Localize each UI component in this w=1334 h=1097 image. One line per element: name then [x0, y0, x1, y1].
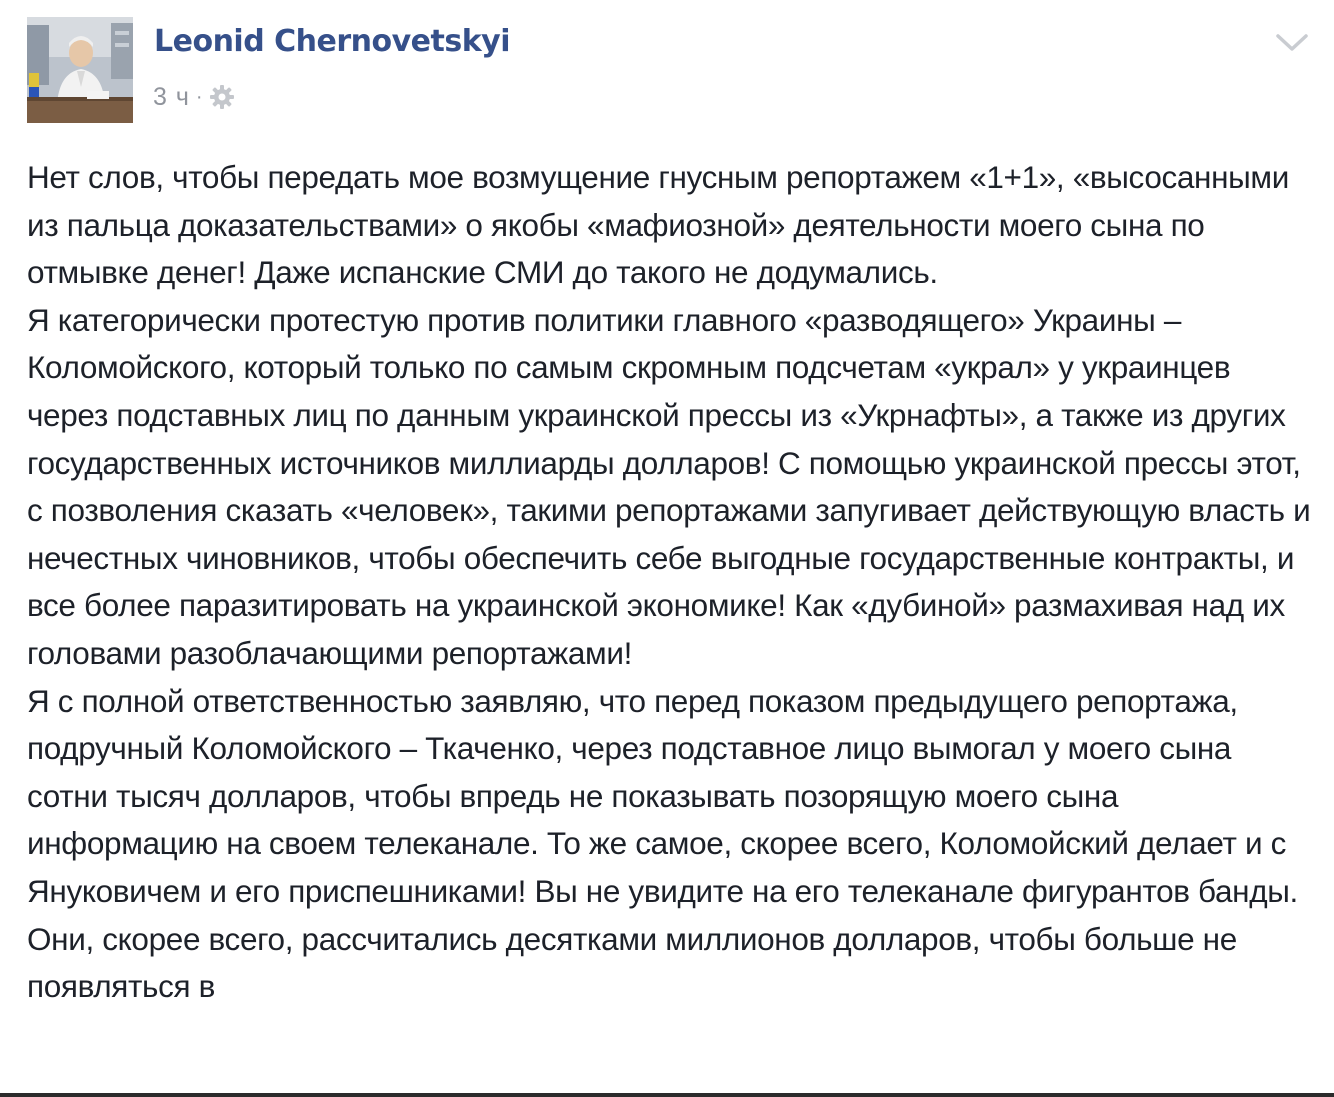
post-paragraph: Я с полной ответственностью заявляю, что перед показом предыдущего репортажа, подручный Коломойского – Ткаченко, через подставное лицо вымогал у моего сына сотни тысяч долларов, чтобы впредь не показывать позорящую моего сына информацию на своем телеканале. То же самое, скорее всего, Коломойский делает и с Януковичем и его приспешниками! Вы не увидите на его телеканале фигурантов банды. Они, скорее всего, рассчитались десятками миллионов долларов, чтобы больше не появляться в [27, 682, 1298, 1005]
post-timestamp[interactable]: 3 ч [153, 82, 190, 111]
post-paragraph: Нет слов, чтобы передать мое возмущение гнусным репортажем «1+1», «высосанными из пальца доказательствами» о якобы «мафиозной» деятельности моего сына по отмывке денег! Даже испанские СМИ до такого не додумались. [27, 159, 1289, 291]
post-body [27, 154, 1317, 1011]
chevron-down-icon[interactable] [1272, 28, 1312, 56]
author-name[interactable]: Leonid Chernovetskyi [154, 24, 511, 59]
gear-icon[interactable] [208, 83, 236, 111]
avatar[interactable] [27, 17, 133, 123]
profile-photo [27, 17, 133, 123]
meta-separator: · [195, 85, 203, 108]
bottom-divider [0, 1093, 1334, 1097]
post-paragraph: Я категорически протестую против политики главного «разводящего» Украины – Коломойского, который только по самым скромным подсчетам «украл» у украинцев через подставных лиц по данным украинской прессы из «Укрнафты», а также из других государственных источников миллиарды долларов! С помощью украинской прессы этот, с позволения сказать «человек», такими репортажами запугивает действующую власть и нечестных чиновников, чтобы обеспечить себе выгодные государственные контракты, и все более паразитировать на украинской экономике! Как «дубиной» размахивая над их головами разоблачающими репортажами! [27, 301, 1311, 671]
post-meta [153, 80, 236, 114]
